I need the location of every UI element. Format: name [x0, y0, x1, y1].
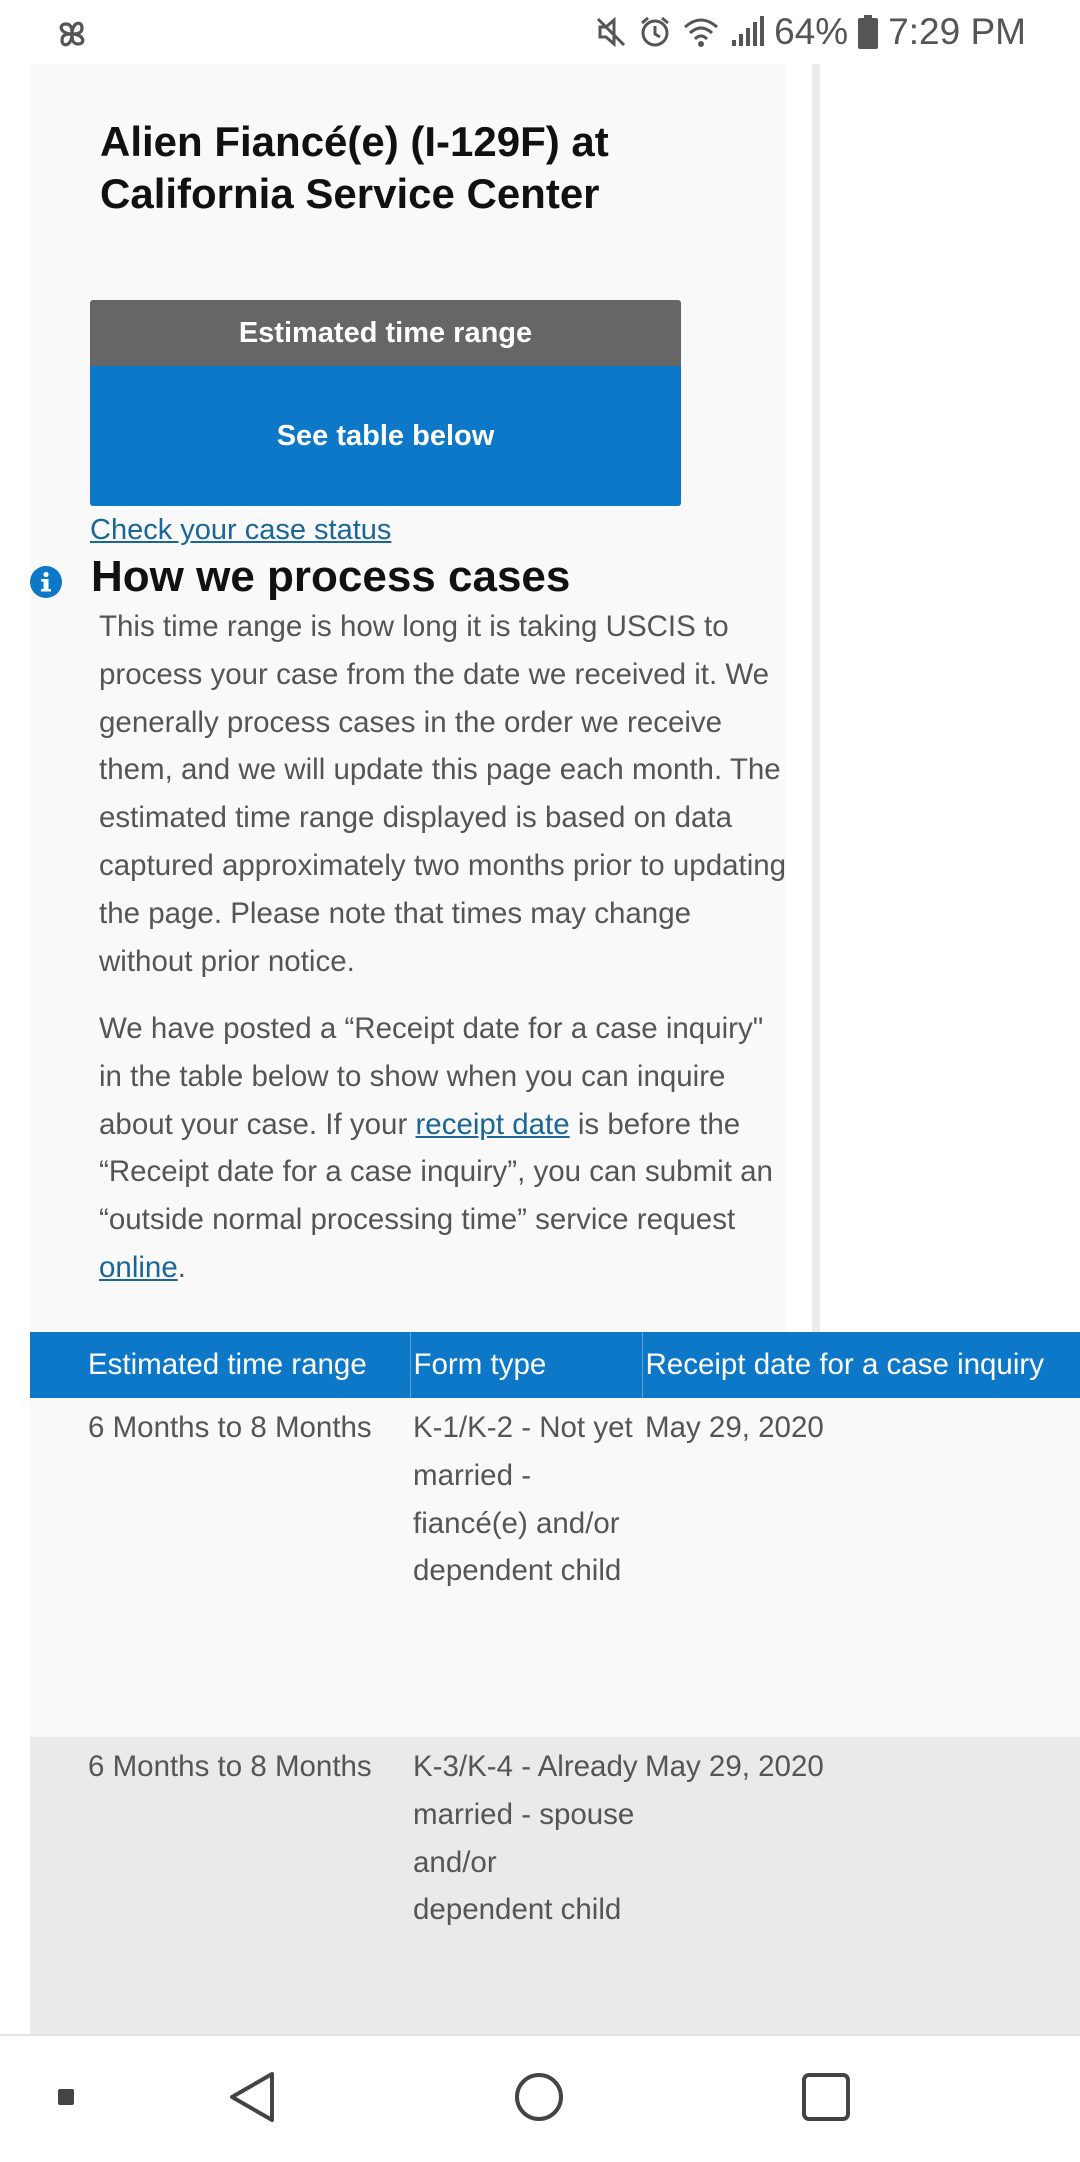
recents-button[interactable] [786, 2036, 866, 2162]
column-header-receipt-date: Receipt date for a case inquiry [642, 1332, 1080, 1398]
back-button[interactable] [212, 2036, 292, 2162]
cell-receipt-date: May 29, 2020 [642, 1737, 1080, 2073]
column-header-time-range: Estimated time range [30, 1332, 410, 1398]
mute-icon [594, 15, 628, 49]
table-row [30, 1398, 1080, 1737]
dot-icon [57, 2088, 75, 2111]
info-icon [30, 566, 62, 598]
alarm-icon [638, 15, 672, 49]
cell-time-range: 6 Months to 8 Months [30, 1398, 410, 1737]
table-row [30, 1737, 1080, 2073]
battery-icon [858, 15, 878, 49]
online-link[interactable]: online [99, 1250, 178, 1284]
status-bar [0, 0, 1080, 64]
clock-time: 7:29 PM [888, 11, 1026, 52]
cell-form-type: K-3/K-4 - Already married - spouse and/or dependent child [410, 1737, 642, 2073]
inquiry-text-part1: We have posted a “Receipt date for a case inquiry" in the table below to show when you can inquire about your case. If your [99, 1012, 764, 1141]
inquiry-text-part3: . [177, 1250, 186, 1284]
cell-time-range: 6 Months to 8 Months [30, 1737, 410, 2073]
back-icon [228, 2071, 276, 2128]
check-case-status-link[interactable]: Check your case status [90, 514, 392, 546]
cell-receipt-date: May 29, 2020 [642, 1398, 1080, 1737]
dot-button[interactable] [40, 2036, 92, 2162]
signal-icon [730, 16, 764, 48]
wifi-icon [682, 16, 720, 48]
cell-form-type: K-1/K-2 - Not yet married - fiancé(e) and/or dependent child [410, 1398, 642, 1737]
recents-icon [801, 2072, 851, 2127]
home-button[interactable] [499, 2036, 579, 2162]
process-description: This time range is how long it is taking USCIS to process your case from the date we received it. We generally process cases in the order we receive them, and we will update this page each month. The estimated time range displayed is based on data captured approximately two months prior to updating the page. Please note that times may change without prior notice. [99, 610, 787, 978]
pinwheel-icon [52, 14, 92, 54]
battery-percent: 64% [774, 11, 849, 52]
navigation-bar [0, 2034, 1080, 2162]
inquiry-description [99, 1005, 789, 1292]
estimated-time-box [90, 300, 681, 506]
time-box-header: Estimated time range [90, 300, 681, 366]
page-title: Alien Fiancé(e) (I-129F) at California Service Center [100, 118, 609, 217]
section-title: How we process cases [91, 552, 571, 601]
inquiry-text-part2: is before the “Receipt date for a case inquiry”, you can submit an “outside normal processing time” service request [99, 1107, 773, 1237]
column-header-form-type: Form type [410, 1332, 642, 1398]
table-header-row [30, 1332, 1080, 1398]
processing-times-table [30, 1332, 1080, 2073]
time-box-value: See table below [90, 366, 681, 506]
receipt-date-link[interactable]: receipt date [415, 1107, 570, 1141]
home-icon [513, 2071, 565, 2128]
